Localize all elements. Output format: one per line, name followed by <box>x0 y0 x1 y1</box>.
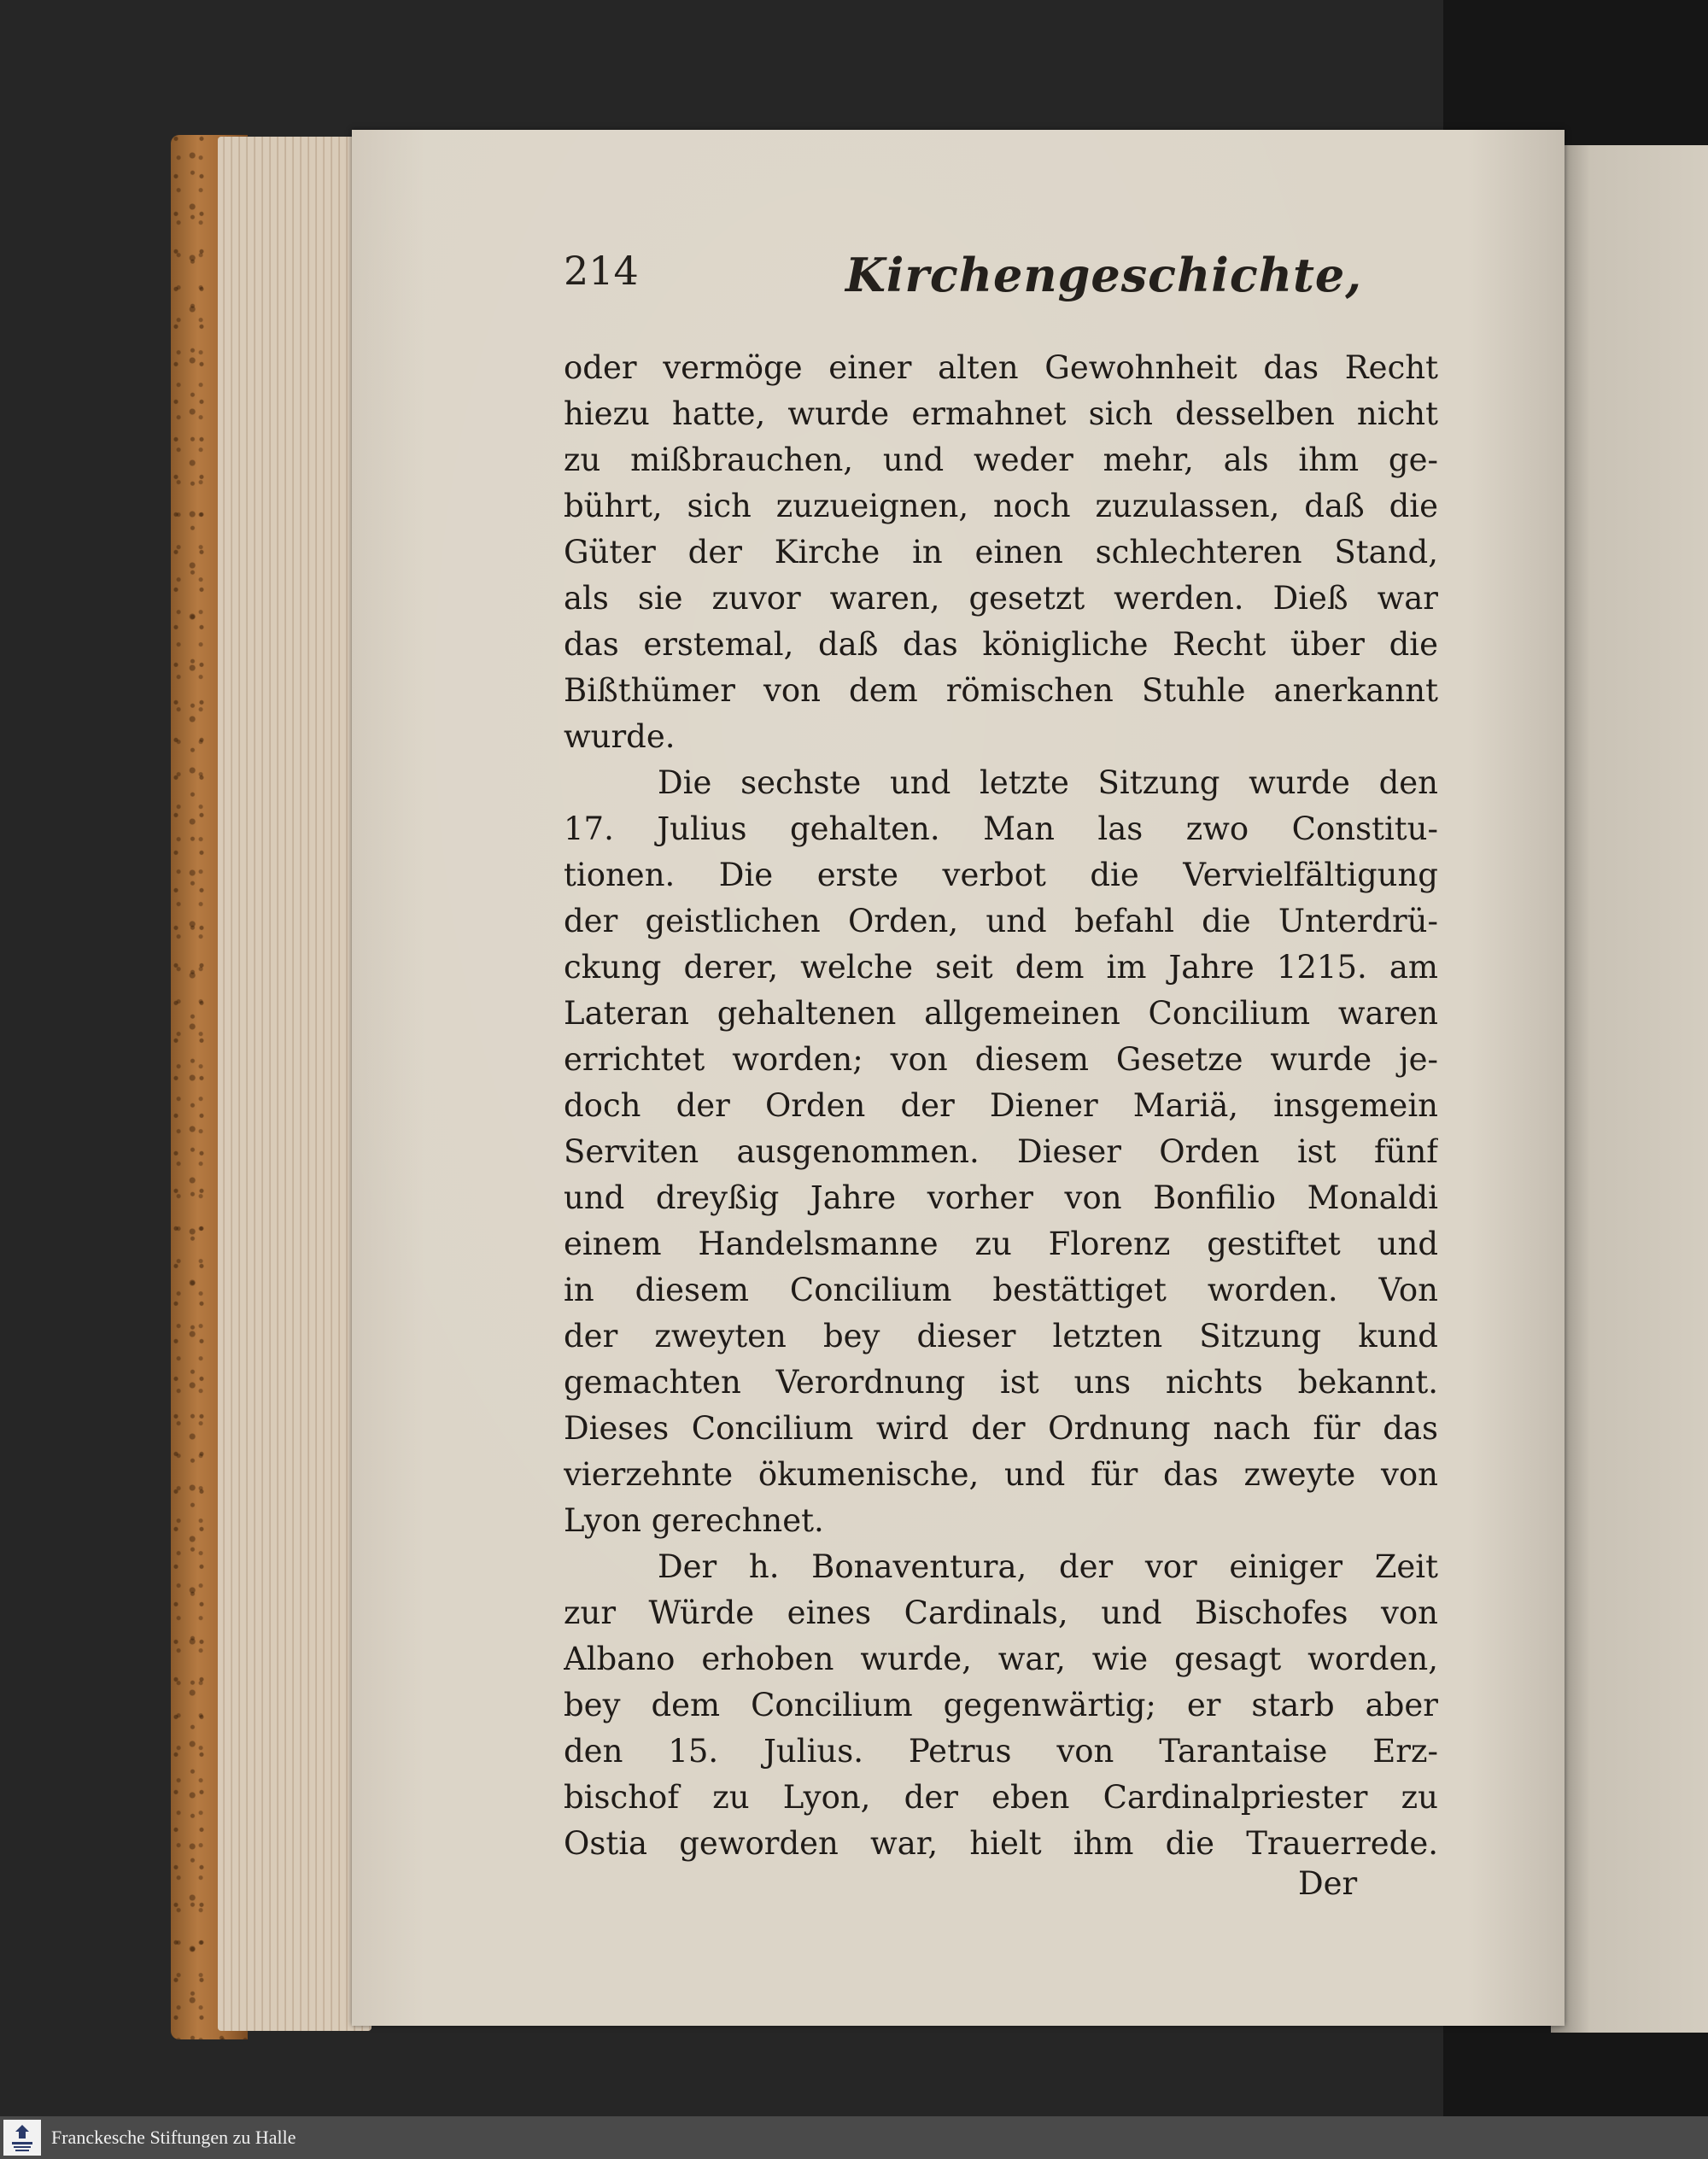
text-line: oder vermöge einer alten Gewohnheit das Recht <box>564 349 1438 386</box>
text-line: als sie zuvor waren, gesetzt werden. Dieß war <box>564 580 1438 617</box>
text-line: Der h. Bonaventura, der vor einiger Zeit <box>658 1548 1438 1585</box>
text-line: Dieses Concilium wird der Ordnung nach für das <box>564 1410 1438 1447</box>
text-line: bührt, sich zuzueignen, noch zuzulassen, daß die <box>564 488 1438 524</box>
text-line: vierzehnte ökumenische, und für das zweyte von <box>564 1456 1438 1493</box>
text-line: den 15. Julius. Petrus von Tarantaise Erz- <box>564 1733 1438 1770</box>
footer-institution-name: Franckesche Stiftungen zu Halle <box>51 2127 296 2148</box>
text-line: das erstemal, daß das königliche Recht über die <box>564 626 1438 663</box>
text-line: in diesem Concilium bestättiget worden. Von <box>564 1272 1438 1308</box>
footer-bar <box>0 2116 1708 2159</box>
text-line: zu mißbrauchen, und weder mehr, als ihm ge- <box>564 442 1438 478</box>
text-line: Die sechste und letzte Sitzung wurde den <box>658 764 1438 801</box>
text-line: der geistlichen Orden, und befahl die Unterdrü- <box>564 903 1438 939</box>
text-line: Serviten ausgenommen. Dieser Orden ist fünf <box>564 1133 1438 1170</box>
running-title: Kirchengeschichte, <box>845 248 1363 302</box>
text-line: Albano erhoben wurde, war, wie gesagt worden, <box>564 1641 1438 1677</box>
text-line: wurde. <box>564 718 676 755</box>
text-line: tionen. Die erste verbot die Vervielfältigung <box>564 857 1438 893</box>
text-line: doch der Orden der Diener Mariä, insgemein <box>564 1087 1438 1124</box>
text-line: und dreyßig Jahre vorher von Bonfilio Monaldi <box>564 1179 1438 1216</box>
page-header <box>564 248 1452 316</box>
text-line: einem Handelsmanne zu Florenz gestiftet und <box>564 1226 1438 1262</box>
francke-foundation-logo-icon <box>3 2120 41 2156</box>
page-body-text <box>564 345 1438 1867</box>
facing-page <box>1551 145 1708 2033</box>
text-line: errichtet worden; von diesem Gesetze wurde je- <box>564 1041 1438 1078</box>
catchword: Der <box>1298 1865 1358 1902</box>
text-line: Bißthümer von dem römischen Stuhle anerkannt <box>564 672 1438 709</box>
text-line: bischof zu Lyon, der eben Cardinalpriester zu <box>564 1779 1438 1816</box>
text-line: der zweyten bey dieser letzten Sitzung kund <box>564 1318 1438 1354</box>
text-line: 17. Julius gehalten. Man las zwo Constitu- <box>564 810 1438 847</box>
page-number: 214 <box>564 248 639 294</box>
text-line: Ostia geworden war, hielt ihm die Trauerrede. <box>564 1825 1438 1862</box>
text-line: ckung derer, welche seit dem im Jahre 1215. am <box>564 949 1438 986</box>
text-line: Güter der Kirche in einen schlechteren Stand, <box>564 534 1438 570</box>
page-stack-edges <box>218 137 371 2031</box>
text-line: Lyon gerechnet. <box>564 1502 824 1539</box>
text-line: zur Würde eines Cardinals, und Bischofes von <box>564 1594 1438 1631</box>
text-line: hiezu hatte, wurde ermahnet sich desselben nicht <box>564 395 1438 432</box>
text-line: gemachten Verordnung ist uns nichts bekannt. <box>564 1364 1438 1401</box>
text-line: Lateran gehaltenen allgemeinen Concilium waren <box>564 995 1438 1032</box>
text-line: bey dem Concilium gegenwärtig; er starb aber <box>564 1687 1438 1723</box>
